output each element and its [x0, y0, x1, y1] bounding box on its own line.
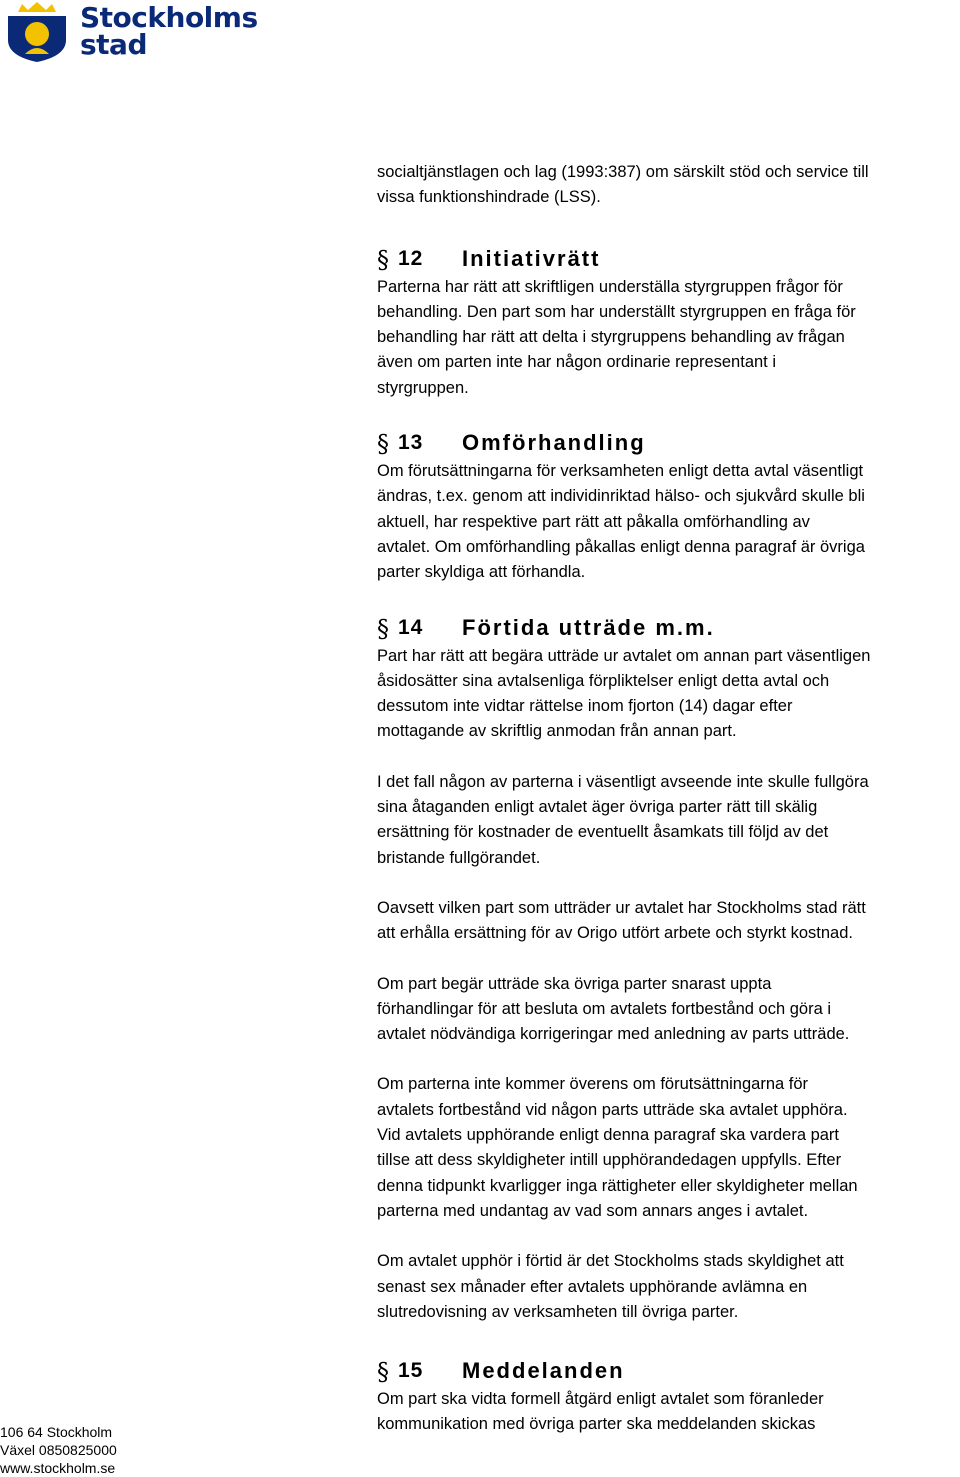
text-line: Om parterna inte kommer överens om förutsättningarna för — [377, 1075, 809, 1094]
intro-line: socialtjänstlagen och lag (1993:387) om särskilt stöd och service till — [377, 163, 869, 181]
text-line: Om förutsättningarna för verksamheten enligt detta avtal väsentligt — [377, 462, 864, 481]
paragraph-symbol: § — [377, 1358, 389, 1387]
text-line: parterna med undantag av vad som annars anges i avtalet. — [377, 1201, 809, 1220]
section-13-heading — [377, 429, 960, 459]
paragraph-symbol: § — [377, 430, 389, 459]
section-number: 12 — [398, 246, 424, 270]
section-title: Initiativrätt — [462, 245, 601, 271]
text-line: dessutom inte vidtar rättelse inom fjorton (14) dagar efter — [377, 697, 793, 716]
text-line: att erhålla ersättning för av Origo utfört arbete och styrkt kostnad. — [377, 924, 853, 943]
text-line: Parterna har rätt att skriftligen underställa styrgruppen frågor för — [377, 277, 843, 296]
stockholm-stad-logo — [4, 1, 258, 64]
section-14-paragraph — [377, 1249, 960, 1325]
text-line: förhandlingar för att besluta om avtalets fortbestånd och göra i — [377, 999, 832, 1018]
brand-line-1: Stockholms — [80, 1, 258, 34]
text-line: Oavsett vilken part som utträder ur avtalet har Stockholms stad rätt — [377, 898, 866, 917]
text-line: denna tidpunkt kvarligger inga rättigheter eller skyldigheter mellan — [377, 1176, 858, 1195]
text-line: behandling. Den part som har underställt styrgruppen en fråga för — [377, 302, 856, 321]
intro-line: vissa funktionshindrade (LSS). — [377, 188, 601, 207]
footer-address: 106 64 Stockholm — [0, 1424, 113, 1440]
text-line: bristande fullgörandet. — [377, 848, 541, 867]
stockholm-crest-icon — [4, 2, 70, 62]
text-line: mottagande av skriftlig anmodan från annan part. — [377, 722, 737, 741]
section-14-paragraph — [377, 770, 960, 871]
section-12-heading — [377, 245, 960, 275]
text-line: även om parten inte har någon ordinarie representant i — [377, 353, 777, 372]
footer-phone: Växel 0850825000 — [0, 1442, 117, 1458]
text-line: slutredovisning av verksamheten till övriga parter. — [377, 1302, 739, 1321]
section-number: 13 — [398, 431, 424, 455]
paragraph-symbol: § — [377, 614, 389, 643]
text-line: avtalets fortbestånd vid någon parts utträde ska avtalet upphöra. — [377, 1100, 848, 1119]
text-line: I det fall någon av parterna i väsentligt avseende inte skulle fullgöra — [377, 772, 869, 791]
section-14-paragraph — [377, 1072, 960, 1224]
text-line: behandling har rätt att delta i styrgruppens behandling av frågan — [377, 328, 845, 347]
section-title: Meddelanden — [462, 1358, 625, 1384]
brand-line-2: stad — [80, 28, 147, 61]
section-14-paragraph — [377, 644, 960, 745]
document-body — [377, 160, 960, 1438]
text-line: avtalet. Om omförhandling påkallas enligt denna paragraf är övriga — [377, 537, 865, 556]
text-line: senast sex månader efter avtalets upphörande avlämna en — [377, 1277, 808, 1296]
text-line: kommunikation med övriga parter ska meddelanden skickas — [377, 1415, 816, 1434]
text-line: Om avtalet upphör i förtid är det Stockholms stads skyldighet att — [377, 1252, 844, 1271]
text-line: Part har rätt att begära utträde ur avtalet om annan part väsentligen — [377, 646, 871, 665]
section-15-paragraph — [377, 1387, 960, 1438]
text-line: Om part ska vidta formell åtgärd enligt avtalet som föranleder — [377, 1390, 824, 1409]
section-15-heading — [377, 1357, 960, 1387]
section-number: 15 — [398, 1359, 424, 1383]
text-line: aktuell, har respektive part rätt att påkalla omförhandling av — [377, 512, 810, 531]
section-12-paragraph — [377, 275, 960, 401]
text-line: tillse att dess skyldigheter intill upphörandedagen uppfylls. Efter — [377, 1151, 842, 1170]
text-line: åsidosätter sina avtalsenliga förpliktelser enligt detta avtal och — [377, 671, 830, 690]
section-14-paragraph — [377, 896, 960, 947]
text-line: ändras, t.ex. genom att individinriktad hälso- och sjukvård skulle bli — [377, 487, 865, 506]
section-number: 14 — [398, 615, 424, 639]
section-title: Förtida utträde m.m. — [462, 614, 715, 640]
text-line: styrgruppen. — [377, 378, 469, 397]
text-line: avtalet nödvändiga korrigeringar med anledning av parts utträde. — [377, 1025, 850, 1044]
brand-name — [80, 1, 258, 61]
paragraph-symbol: § — [377, 245, 389, 274]
section-14-heading — [377, 614, 960, 644]
text-line: parter skyldiga att förhandla. — [377, 563, 586, 582]
text-line: Vid avtalets upphörande enligt denna paragraf ska vardera part — [377, 1126, 840, 1145]
text-line: Om part begär utträde ska övriga parter snarast uppta — [377, 974, 772, 993]
footer-web-link[interactable]: www.stockholm.se — [0, 1460, 116, 1476]
text-line: sina åtaganden enligt avtalet äger övriga parter rätt till skälig — [377, 798, 818, 817]
section-title: Omförhandling — [462, 430, 646, 456]
text-line: ersättning för kostnader de eventuellt åsamkats till följd av det — [377, 823, 829, 842]
footer-contact — [0, 1423, 117, 1477]
section-13-paragraph — [377, 459, 960, 585]
section-14-paragraph — [377, 972, 960, 1048]
